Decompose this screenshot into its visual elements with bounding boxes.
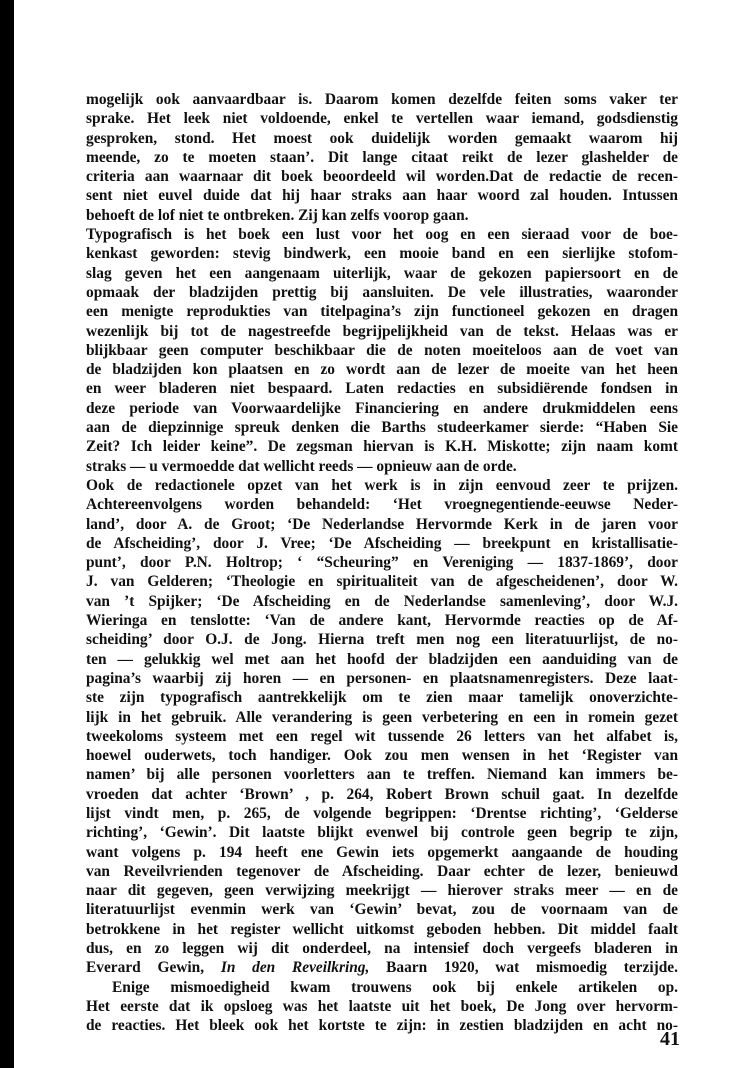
- text-line: straks — u vermoedde dat wellicht reeds — opnieuw aan de orde.: [86, 457, 517, 475]
- text-line: en weer bladeren niet bespaard. Laten redacties en subsidiërende fondsen in: [86, 380, 678, 398]
- text-segment: Baarn 1920, wat mismoedig terzijde.: [369, 959, 678, 977]
- text-line: want volgens p. 194 heeft ene Gewin iets opgemerkt aangaande de houding: [86, 843, 678, 861]
- text-line-italic-title: [86, 958, 678, 977]
- text-line: gesproken, stond. Het moest ook duidelijk worden gemaakt waarom hij: [86, 129, 678, 147]
- text-line: Wieringa en tenslotte: ‘Van de andere kant, Hervormde reacties op de Af-: [86, 612, 678, 630]
- text-line: Het eerste dat ik opsloeg was het laatste uit het boek, De Jong over hervorm-: [86, 997, 678, 1015]
- text-line: sent niet euvel duide dat hij haar straks aan haar woord zal houden. Intussen: [86, 187, 678, 205]
- text-line: wezenlijk bij tot de nagestreefde begrijpelijkheid van de tekst. Helaas was er: [86, 322, 678, 340]
- text-line: vroeden dat achter ‘Brown’ , p. 264, Robert Brown schuil gaat. In dezelfde: [86, 785, 678, 803]
- text-line: behoeft de lof niet te ontbreken. Zij kan zelfs voorop gaan.: [86, 206, 469, 224]
- text-line: blijkbaar geen computer beschikbaar die de noten moeiteloos aan de voet van: [86, 341, 678, 359]
- text-line: van Reveilvrienden tegenover de Afscheiding. Daar echter de lezer, benieuwd: [86, 862, 678, 880]
- text-line: naar dit gegeven, geen verwijzing meekrijgt — hierover straks meer — en de: [86, 882, 678, 900]
- text-line: punt’, door P.N. Holtrop; ‘ “Scheuring” en Vereniging — 1837-1869’, door: [86, 554, 678, 572]
- text-line: van ’t Spijker; ‘De Afscheiding en de Nederlandse samenleving’, door W.J.: [86, 592, 678, 610]
- text-line: tweekoloms systeem met een regel wit tussende 26 letters van het alfabet is,: [86, 727, 678, 745]
- text-line: de Afscheiding’, door J. Vree; ‘De Afscheiding — breekpunt en kristallisatie-: [86, 534, 678, 552]
- text-line: slag geven het een aangenaam uiterlijk, waar de gekozen papiersoort en de: [86, 264, 678, 282]
- text-line: lijk in het gebruik. Alle verandering is geen verbetering en een in romein gezet: [86, 708, 678, 726]
- text-line: ten — gelukkig wel met aan het hoofd der bladzijden een aanduiding van de: [86, 650, 678, 668]
- body-text: [86, 90, 678, 1036]
- left-margin-bar: [0, 0, 14, 1068]
- text-line: betrokkene in het register wellicht uitkomst geboden hebben. Dit middel faalt: [86, 920, 678, 938]
- text-line: criteria aan waarnaar dit boek beoordeeld wil worden.Dat de redactie de recen-: [86, 168, 678, 186]
- text-segment: Everard Gewin,: [86, 959, 221, 977]
- text-line: lijst vindt men, p. 265, de volgende begrippen: ‘Drentse richting’, ‘Gelderse: [86, 804, 678, 822]
- text-line: de bladzijden kon plaatsen en zo wordt aan de lezer de moeite van het heen: [86, 361, 678, 379]
- text-line: J. van Gelderen; ‘Theologie en spiritualiteit van de afgescheidenen’, door W.: [86, 573, 678, 591]
- text-line: Zeit? Ich leider keine”. De zegsman hiervan is K.H. Miskotte; zijn naam komt: [86, 438, 678, 456]
- text-line: een menigte reprodukties van titelpagina’s zijn functioneel gekozen en dragen: [86, 303, 678, 321]
- text-line: Typografisch is het boek een lust voor het oog en een sieraad voor de boe-: [86, 226, 678, 244]
- page-number: 41: [660, 1028, 680, 1050]
- text-line: literatuurlijst evenmin werk van ‘Gewin’ bevat, zou de voornaam van de: [86, 901, 678, 919]
- text-line: scheiding’ door O.J. de Jong. Hierna treft men nog een literatuurlijst, de no-: [86, 631, 678, 649]
- text-line: ste zijn typografisch aantrekkelijk om te zien maar tamelijk onoverzichte-: [86, 689, 678, 707]
- text-line: hoewel ouderwets, toch handiger. Ook zou men wensen in het ‘Register van: [86, 747, 678, 765]
- text-line: mogelijk ook aanvaardbaar is. Daarom komen dezelfde feiten soms vaker ter: [86, 91, 678, 108]
- text-line: Achtereenvolgens worden behandeld: ‘Het vroegnegentiende-eeuwse Neder-: [86, 496, 678, 514]
- text-line: dus, en zo leggen wij dit onderdeel, na intensief doch vergeefs bladeren in: [86, 940, 678, 958]
- italic-book-title: In den Reveilkring,: [220, 959, 370, 977]
- text-line: sprake. Het leek niet voldoende, enkel te vertellen waar iemand, godsdienstig: [86, 110, 678, 128]
- text-line: opmaak der bladzijden prettig bij aansluiten. De vele illustraties, waaronder: [86, 283, 678, 301]
- text-line: namen’ bij alle personen voorletters aan te treffen. Niemand kan immers be-: [86, 766, 678, 784]
- text-line: pagina’s waarbij zij horen — en personen- en plaatsnamenregisters. Deze laat-: [86, 669, 678, 687]
- text-line: richting’, ‘Gewin’. Dit laatste blijkt evenwel bij controle geen begrip te zijn,: [86, 824, 678, 842]
- paragraph-first-line: Enige mismoedigheid kwam trouwens ook bij enkele artikelen op.: [112, 978, 678, 996]
- text-line: aan de diepzinnige spreuk denken die Barths studeerkamer sierde: “Haben Sie: [86, 419, 678, 437]
- text-line: land’, door A. de Groot; ‘De Nederlandse Hervormde Kerk in de jaren voor: [86, 515, 678, 533]
- text-line: meende, zo te moeten staan’. Dit lange citaat reikt de lezer glashelder de: [86, 148, 678, 166]
- text-line: deze periode van Voorwaardelijke Financiering en andere drukmiddelen eens: [86, 399, 678, 417]
- text-line: Ook de redactionele opzet van het werk is in zijn eenvoud zeer te prijzen.: [86, 476, 678, 494]
- text-line: kenkast geworden: stevig bindwerk, een mooie band en een sierlijke stofom-: [86, 245, 678, 263]
- text-line: de reacties. Het bleek ook het kortste te zijn: in zestien bladzijden en acht no-: [86, 1017, 678, 1035]
